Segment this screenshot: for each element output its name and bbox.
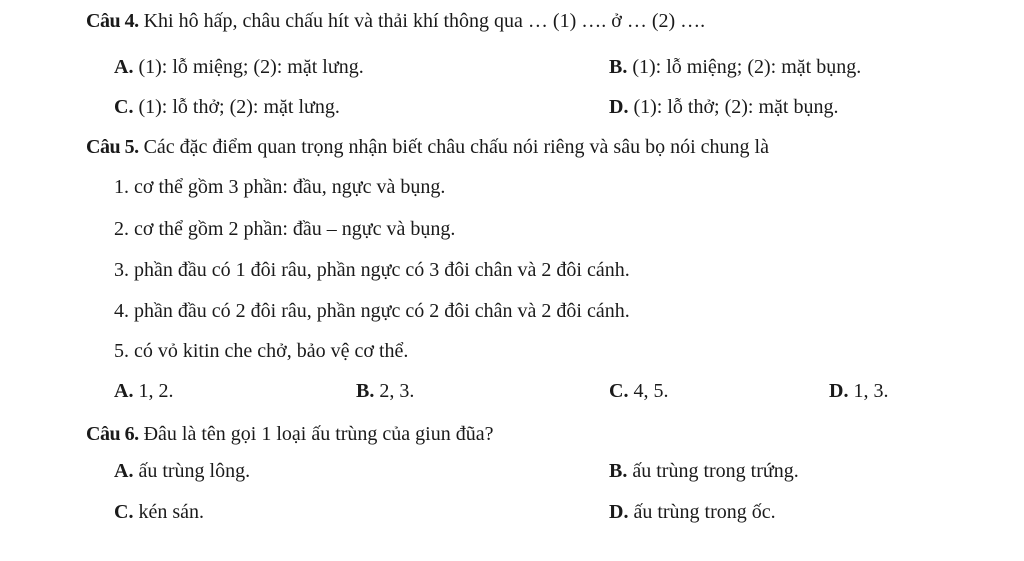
question-6-label: Câu 6. <box>86 423 139 445</box>
question-6-stem: Đâu là tên gọi 1 loại ấu trùng của giun đũa? <box>143 423 494 445</box>
option-letter: C. <box>114 501 134 523</box>
option-letter: A. <box>114 56 134 78</box>
question-4-option-a[interactable] <box>114 55 364 79</box>
question-5-option-a[interactable] <box>114 379 173 403</box>
question-5-stem: Các đặc điểm quan trọng nhận biết châu chấu nói riêng và sâu bọ nói chung là <box>143 136 769 158</box>
question-4-option-b[interactable] <box>609 55 861 79</box>
option-letter: D. <box>609 96 629 118</box>
option-text: 2, 3. <box>379 380 415 402</box>
option-text: kén sán. <box>138 501 204 523</box>
question-6-option-a[interactable] <box>114 459 250 483</box>
option-letter: C. <box>609 380 629 402</box>
option-text: 1, 2. <box>138 380 174 402</box>
question-5-option-b[interactable] <box>356 379 414 403</box>
question-6-stem-line <box>86 422 493 446</box>
question-4-option-d[interactable] <box>609 95 838 119</box>
question-5-statement-4: 4. phần đầu có 2 đôi râu, phần ngực có 2 đôi chân và 2 đôi cánh. <box>114 300 630 322</box>
option-text: 4, 5. <box>633 380 669 402</box>
option-text: ấu trùng trong trứng. <box>632 460 799 482</box>
option-letter: D. <box>609 501 629 523</box>
question-5-statement-5: 5. có vỏ kitin che chở, bảo vệ cơ thể. <box>114 340 409 362</box>
option-text: (1): lỗ miệng; (2): mặt lưng. <box>138 56 364 78</box>
question-5-option-d[interactable] <box>829 379 888 403</box>
question-5-label: Câu 5. <box>86 136 139 158</box>
question-5-option-c[interactable] <box>609 379 668 403</box>
option-letter: B. <box>356 380 375 402</box>
option-text: ấu trùng lông. <box>138 460 251 482</box>
option-letter: B. <box>609 56 628 78</box>
option-letter: C. <box>114 96 134 118</box>
question-5-statement-1: 1. cơ thể gồm 3 phần: đầu, ngực và bụng. <box>114 176 446 198</box>
option-letter: A. <box>114 380 134 402</box>
option-text: 1, 3. <box>853 380 889 402</box>
question-6-option-b[interactable] <box>609 459 799 483</box>
option-text: (1): lỗ miệng; (2): mặt bụng. <box>632 56 862 78</box>
option-letter: A. <box>114 460 134 482</box>
option-text: ấu trùng trong ốc. <box>633 501 776 523</box>
question-4-stem-line <box>86 9 705 33</box>
question-6-option-d[interactable] <box>609 500 776 524</box>
question-4-option-c[interactable] <box>114 95 340 119</box>
option-text: (1): lỗ thở; (2): mặt lưng. <box>138 96 340 118</box>
option-text: (1): lỗ thở; (2): mặt bụng. <box>633 96 839 118</box>
question-4-stem: Khi hô hấp, châu chấu hít và thải khí thông qua … (1) …. ở … (2) …. <box>143 10 706 32</box>
question-5-stem-line <box>86 135 769 159</box>
question-4-label: Câu 4. <box>86 10 139 32</box>
option-letter: D. <box>829 380 849 402</box>
option-letter: B. <box>609 460 628 482</box>
question-5-statement-2: 2. cơ thể gồm 2 phần: đầu – ngực và bụng. <box>114 218 456 240</box>
question-5-statement-3: 3. phần đầu có 1 đôi râu, phần ngực có 3 đôi chân và 2 đôi cánh. <box>114 259 630 281</box>
question-6-option-c[interactable] <box>114 500 204 524</box>
